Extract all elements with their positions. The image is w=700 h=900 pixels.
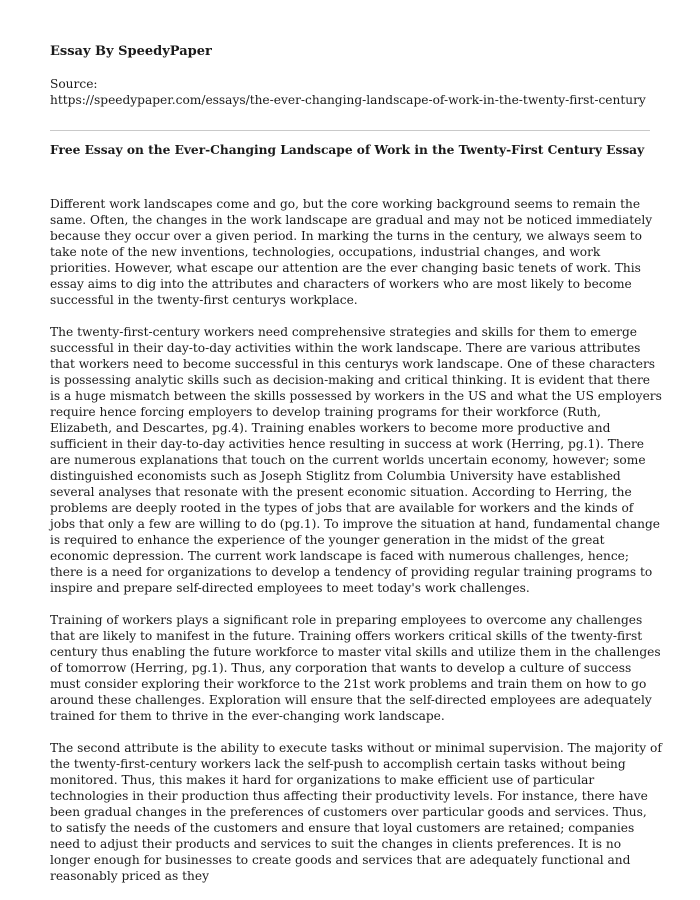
paragraph-4: The second attribute is the ability to execute tasks without or minimal supervision. The majority of the twenty-first-century workers lack the self-push to accomplish certain tasks without being monitored. Thus, this makes it hard for organizations to make efficient use of particular technologies in their production thus affecting their productivity levels. For instance, there have been gradual changes in the preferences of customers over particular goods and services. Thus, to satisfy the needs of the customers and ensure that loyal customers are retained; companies need to adjust their products and services to suit the changes in clients preferences. It is no longer enough for businesses to create goods and services that are adequately functional and reasonably priced as they: [50, 741, 662, 883]
essay-body: [50, 196, 662, 884]
document-page: [50, 44, 680, 900]
source-url[interactable]: https://speedypaper.com/essays/the-ever-changing-landscape-of-work-in-the-twenty-first-century: [50, 93, 646, 107]
paragraph-3: Training of workers plays a significant role in preparing employees to overcome any challenges that are likely to manifest in the future. Training offers workers critical skills of the twenty-first century thus enabling the future workforce to master vital skills and utilize them in the challenges of tomorrow (Herring, pg.1). Thus, any corporation that wants to develop a culture of success must consider exploring their workforce to the 21st work problems and train them on how to go around these challenges. Exploration will ensure that the self-directed employees are adequately trained for them to thrive in the ever-changing work landscape.: [50, 613, 661, 723]
divider: [50, 130, 650, 131]
essay-title: Free Essay on the Ever-Changing Landscape of Work in the Twenty-First Century Essay: [50, 143, 645, 157]
document-title: Essay By SpeedyPaper: [50, 44, 212, 59]
paragraph-2: The twenty-first-century workers need comprehensive strategies and skills for them to emerge successful in their day-to-day activities within the work landscape. There are various attributes that workers need to become successful in this centurys work landscape. One of these characters is possessing analytic skills such as decision-making and critical thinking. It is evident that there is a huge mismatch between the skills possessed by workers in the US and what the US employers require hence forcing employers to develop training programs for their workforce (Ruth, Elizabeth, and Descartes, pg.4). Training enables workers to become more productive and sufficient in their day-to-day activities hence resulting in success at work (Herring, pg.1). There are numerous explanations that touch on the current worlds uncertain economy, however; some distinguished economists such as Joseph Stiglitz from Columbia University have established several analyses that resonate with the present economic situation. According to Herring, the problems are deeply rooted in the types of jobs that are available for workers and the kinds of jobs that only a few are willing to do (pg.1). To improve the situation at hand, fundamental change is required to enhance the experience of the younger generation in the midst of the great economic depression. The current work landscape is faced with numerous challenges, hence; there is a need for organizations to develop a tendency of providing regular training programs to inspire and prepare self-directed employees to meet today's work challenges.: [50, 325, 662, 595]
paragraph-1: Different work landscapes come and go, but the core working background seems to remain the same. Often, the changes in the work landscape are gradual and may not be noticed immediately because they occur over a given period. In marking the turns in the century, we always seem to take note of the new inventions, technologies, occupations, industrial changes, and work priorities. However, what escape our attention are the ever changing basic tenets of work. This essay aims to dig into the attributes and characters of workers who are most likely to become successful in the twenty-first centurys workplace.: [50, 197, 653, 307]
source-label: Source:: [50, 77, 98, 91]
